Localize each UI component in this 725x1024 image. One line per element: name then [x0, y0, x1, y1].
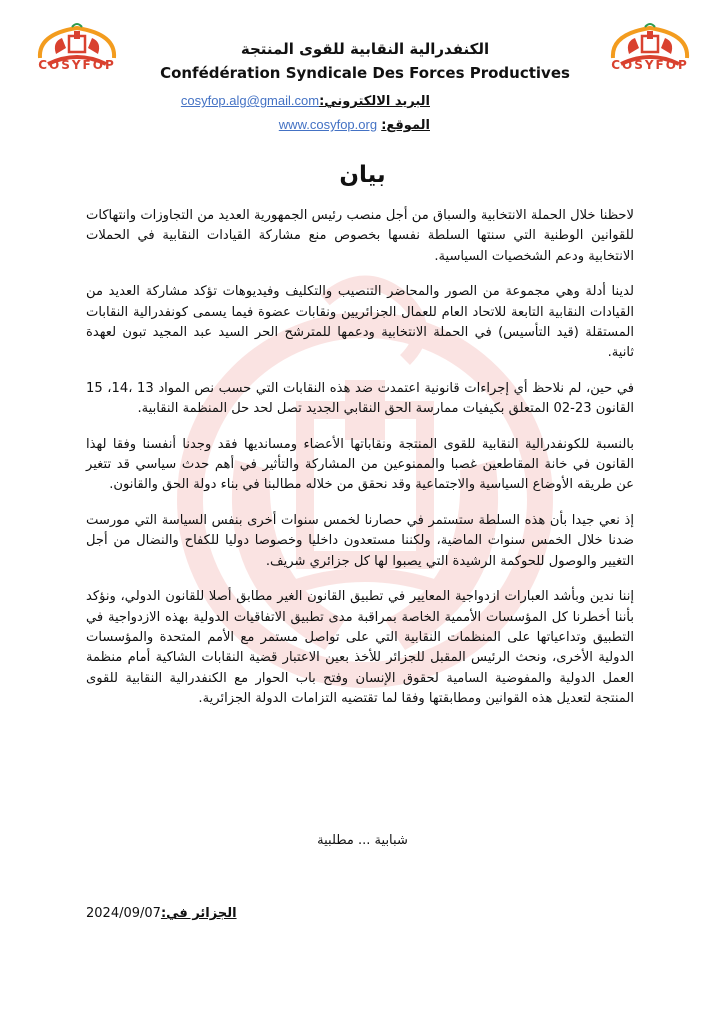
- paragraph: إننا ندين وبأشد العبارات ازدواجية المعايير في تطبيق القانون الغير مطابق أصلا للقانون الدولي، ونؤكد بأننا أخطرنا كل المؤسسات الأممية الخاصة بمراقبة مدى تطبيق الاتفاقيات الدولية بهذه الازدواجية في التطبيق وتداعياتها على المنظمات النقابية التي على تواصل مستمر مع الأمم المتحدة والمؤسسات الدولية الأخرى، ونحث الرئيس المقبل للجزائر للأخذ بعين الاعتبار قضية النقابات الشاكية أمام منظمة العمل الدولية والمفوضية السامية لحقوق الإنسان وفتح باب الحوار مع الكنفدرالية النقابية للقوى المنتجة لتعديل هذه القوانين ومطابقتها وفقا لما تقتضيه التزامات الدولة الجزائرية.: [86, 589, 634, 707]
- paragraph: لاحظنا خلال الحملة الانتخابية والسباق من أجل منصب رئيس الجمهورية العديد من التجاوزات وانتهاكات للقوانين الوطنية التي سنتها السلطة نفسها بخصوص منع مشاركة القيادات النقابية في الحملات الانتخابية ودعم الشخصيات السياسية.: [86, 208, 634, 264]
- logo-wordmark-right: COSYFOP: [611, 58, 689, 72]
- email-link[interactable]: cosyfop.alg@gmail.com: [180, 93, 320, 108]
- logo-wordmark-left: COSYFOP: [38, 58, 116, 72]
- date-value: 2024/09/07: [86, 906, 161, 921]
- website-label: الموقع:: [381, 118, 430, 133]
- document-body: [86, 206, 634, 725]
- email-label: البريد الالكتروني:: [319, 94, 430, 109]
- document-title: بيان: [339, 162, 386, 188]
- paragraph: بالنسبة للكونفدرالية النقابية للقوى المنتجة ونقاباتها الأعضاء ومسانديها فقد وجدنا أنفسنا وفقا لهذا القانون في خانة المقاطعين غصبا والممنوعين من المشاركة والتأثير في أهم حدث سياسي قد تتغير عن طريقه الأوضاع السياسية والاجتماعية وقد نحقق من خلاله مطالبنا في بناء دولة الحق والقانون.: [86, 436, 634, 493]
- org-name-french: Confédération Syndicale Des Forces Productives: [160, 64, 570, 82]
- email-row: [180, 93, 430, 109]
- paragraph: لدينا أدلة وهي مجموعة من الصور والمحاضر التنصيب والتكليف وفيديوهات تؤكد مشاركة العديد من القيادات النقابية التابعة للاتحاد العام للعمال الجزائريين ونقابات عضوة فيما يسمى كونفدرالية النقابات المستقلة (قيد التأسيس) في الحملة الانتخابية ودعمها للمترشح الحر السيد عبد المجيد تبون لعهدة ثانية.: [86, 284, 634, 361]
- paragraph: إذ نعي جيدا بأن هذه السلطة ستستمر في حصارنا لخمس سنوات أخرى بنفس السياسة التي مورست ضدنا خلال الخمس سنوات الماضية، ولكننا مستعدون داخليا وخصوصا دوليا للكفاح والنضال من أجل التغيير والوصول للحوكمة الرشيدة التي يصبوا لها كل جزائري شريف.: [86, 512, 634, 569]
- closing-slogan: شبابية ... مطلبية: [317, 833, 408, 848]
- org-name-arabic: الكنفدرالية النقابية للقوى المنتجة: [240, 40, 490, 58]
- date-line: [86, 906, 237, 921]
- website-link[interactable]: www.cosyfop.org: [278, 117, 378, 132]
- website-row: [190, 117, 430, 133]
- place-label: الجزائر في:: [160, 906, 237, 921]
- paragraph: في حين، لم نلاحظ أي إجراءات قانونية اعتمدت ضد هذه النقابات التي حسب نص المواد 13 ،14، 15 القانون 23-02 المتعلق بكيفيات ممارسة الحق النقابي الجديد تصل لحد حل المنظمة النقابية.: [86, 380, 635, 417]
